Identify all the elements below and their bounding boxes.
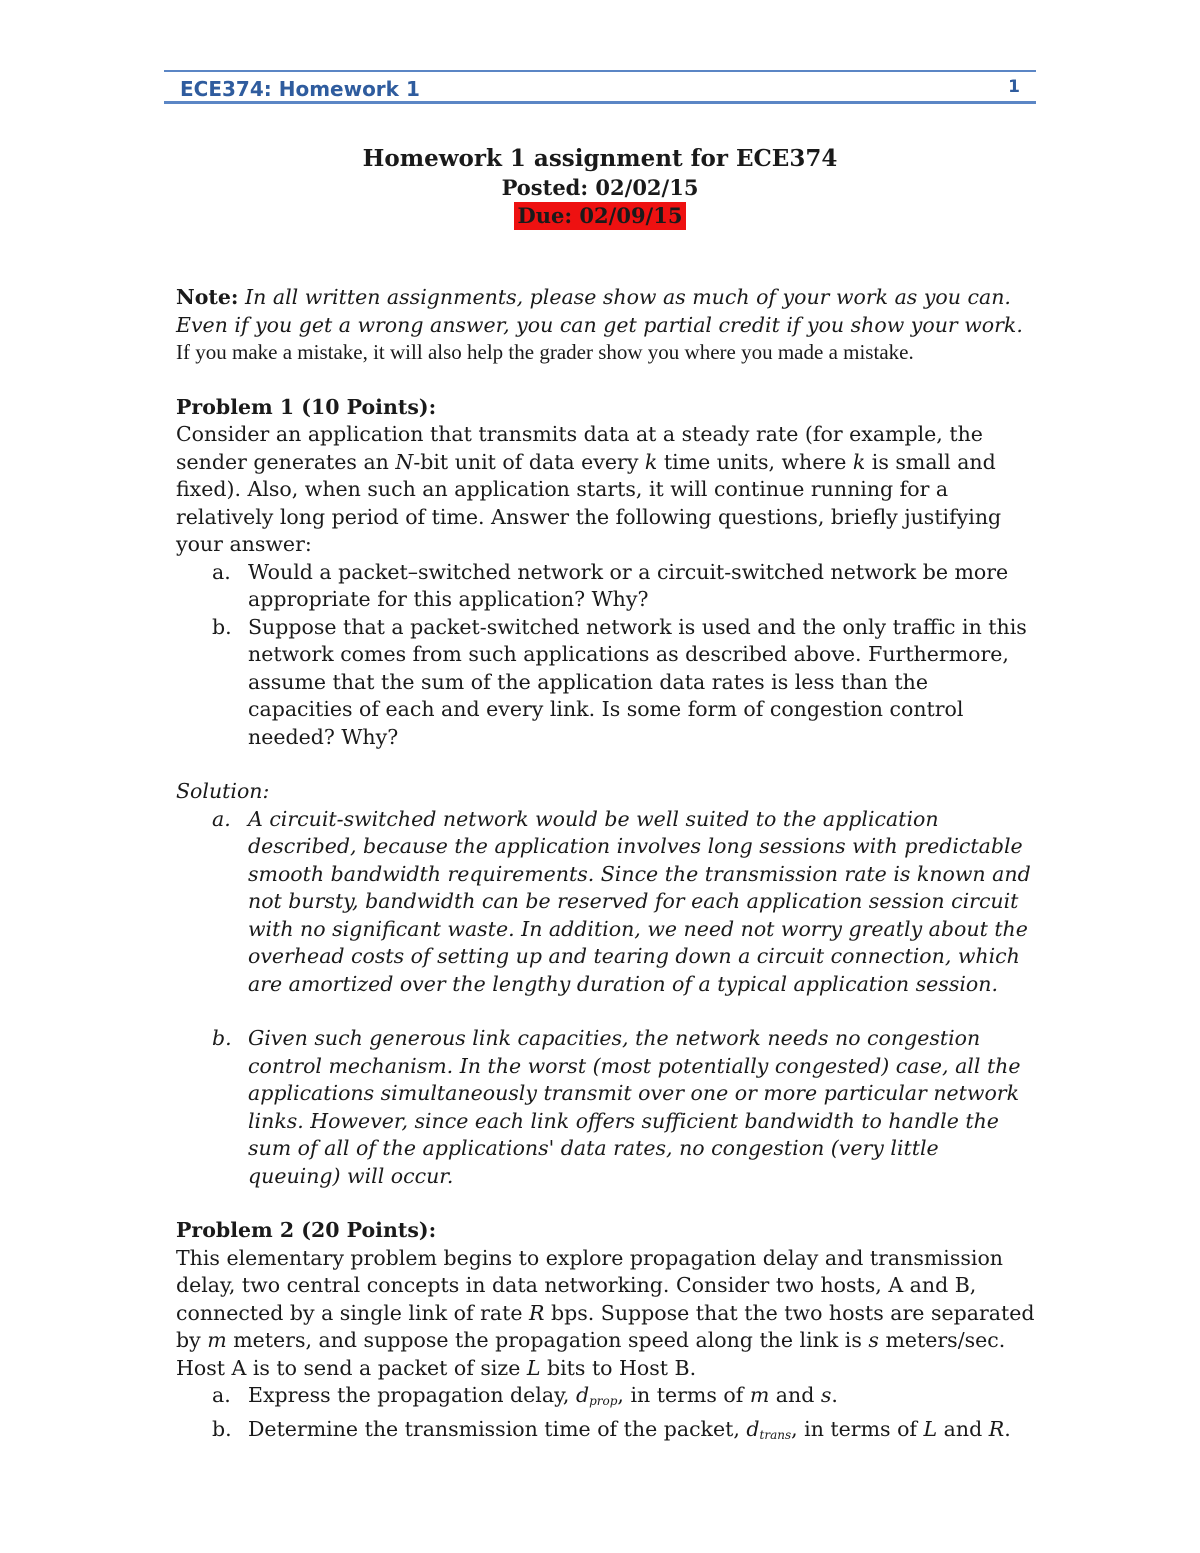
solution-items-b (176, 1025, 1036, 1190)
item-text: Determine the transmission time of the packet, (248, 1416, 747, 1441)
note-plain-text: If you make a mistake, it will also help the grader show you where you made a mistake. (176, 340, 914, 364)
item-text: Suppose that a packet-switched network is used and the only traffic in this network comes from such applications as described above. Furthermore, assume that the sum of the application data rates is less than the capacities of each and every link. Is some form of congestion control needed? Why? (248, 614, 1027, 749)
problem2-intro-part: bits to Host B. (540, 1355, 697, 1380)
problem2-intro-part: meters, and suppose the propagation speed along the link is (226, 1328, 869, 1352)
problem1-intro-part: is small and fixed). Also, when such an application starts, it will continue running for a relatively long period of time. Answer the following questions, briefly justifying your answer: (176, 449, 1002, 556)
var-s: s (868, 1328, 879, 1352)
var-L: L (923, 1416, 938, 1441)
item-text: and (937, 1416, 989, 1441)
problem1-intro-part: time units, where (657, 449, 853, 474)
list-item (176, 1382, 1036, 1416)
list-item (176, 806, 1036, 999)
item-marker: b. (212, 1416, 232, 1441)
problem2-items (176, 1382, 1036, 1449)
note-label: Note: (176, 285, 239, 309)
var-L: L (526, 1355, 541, 1380)
subscript-prop: prop (589, 1394, 618, 1408)
item-marker: a. (212, 559, 231, 584)
item-text: Would a packet–switched network or a circuit-switched network be more appropriate for this application? Why? (248, 559, 1009, 611)
problem2-intro (176, 1245, 1036, 1383)
var-s: s (820, 1383, 832, 1407)
due-date-highlight: Due: 02/09/15 (514, 202, 687, 230)
item-text: , in terms of (791, 1416, 924, 1441)
item-text: Express the propagation delay, (248, 1383, 576, 1407)
var-R: R (529, 1300, 545, 1325)
header-title: ECE374: Homework 1 (180, 77, 420, 101)
problem1-intro-part: Consider an application that transmits data at a steady rate (for example, the sender generates an (176, 422, 983, 474)
var-k: k (852, 449, 866, 474)
var-N: N (395, 449, 414, 474)
subscript-trans: trans (759, 1427, 792, 1442)
problem1-items (176, 559, 1036, 752)
document-title: Homework 1 assignment for ECE374 (362, 145, 838, 172)
list-item (176, 1025, 1036, 1190)
problem1-intro (176, 421, 1036, 559)
list-item (176, 614, 1036, 752)
var-R: R (988, 1416, 1005, 1441)
item-text: . (1004, 1416, 1011, 1441)
item-text: A circuit-switched network would be well suited to the application described, because the application involves long sessions with predictable smooth bandwidth requirements. Since the transmission rate is known and not bursty, bandwidth can be reserved for each application session circuit with no significant waste. In addition, we need not worry greatly about the overhead costs of setting up and tearing down a circuit connection, which are amortized over the lengthy duration of a typical application session. (248, 806, 1031, 996)
var-d: d (575, 1383, 590, 1407)
list-item (176, 1416, 1036, 1450)
problem1-intro-part: -bit unit of data every (413, 449, 645, 474)
item-marker: a. (212, 806, 231, 831)
document-body (176, 284, 1036, 1449)
header-page-number: 1 (1008, 77, 1020, 97)
problem1-title: Problem 1 (10 Points): (176, 394, 437, 419)
problem2-intro-part: bps. Suppose that the two hosts are separated by (176, 1300, 1035, 1352)
var-m: m (207, 1328, 227, 1352)
page-header (164, 70, 1036, 104)
problem2-intro-part: This elementary problem begins to explore propagation delay and transmission delay, two central concepts in data networking. Consider two hosts, A and B, connected by a single link of rate (176, 1245, 1004, 1325)
item-text: , in terms of (617, 1383, 750, 1407)
problem2-intro-part: meters/sec. Host A is to send a packet of size (176, 1328, 1006, 1380)
item-text: Given such generous link capacities, the network needs no congestion control mechanism. In the worst (most potentially congested) case, all the applications simultaneously transmit over one or more particular network links. However, since each link offers sufficient bandwidth to handle the sum of all of the applications' data rates, no congestion (very little queuing) will occur. (248, 1026, 1021, 1188)
note-paragraph (176, 284, 1036, 367)
item-text: and (769, 1383, 821, 1407)
item-marker: b. (212, 614, 232, 639)
var-d: d (746, 1416, 760, 1441)
posted-date: Posted: 02/02/15 (501, 175, 699, 200)
var-k: k (644, 449, 658, 474)
item-marker: b. (212, 1026, 232, 1050)
problem2-title: Problem 2 (20 Points): (176, 1218, 437, 1242)
item-text: . (831, 1383, 838, 1407)
var-m: m (749, 1383, 770, 1407)
solution-label: Solution: (176, 779, 270, 803)
list-item (176, 559, 1036, 614)
note-italic-text: In all written assignments, please show as much of your work as you can. Even if you get a wrong answer, you can get partial credit if you show your work. (176, 285, 1023, 337)
title-block (0, 144, 1200, 230)
item-marker: a. (212, 1383, 231, 1407)
solution-items (176, 806, 1036, 999)
